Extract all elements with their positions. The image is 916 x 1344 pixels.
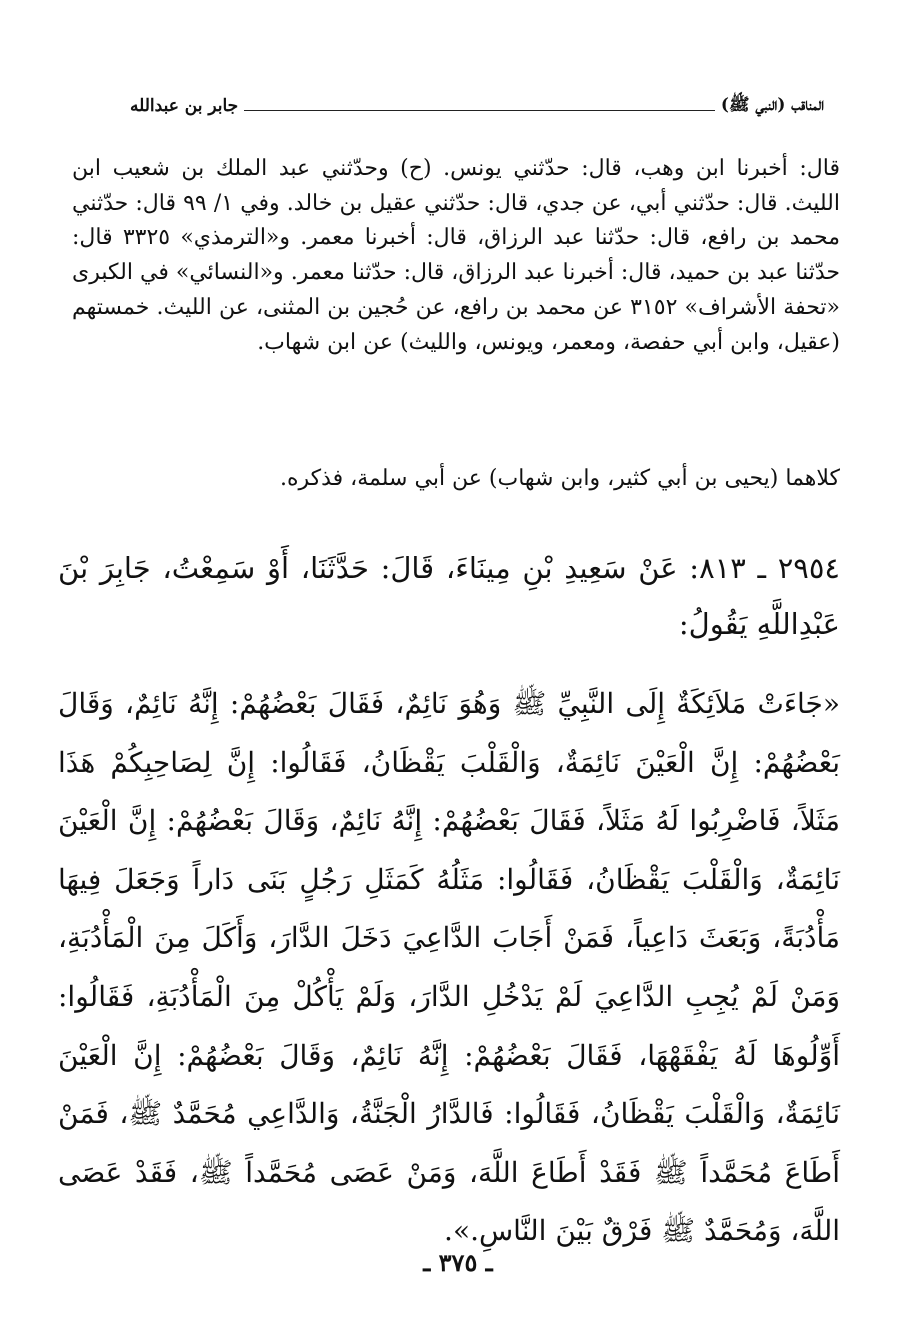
chapter-title: جابر بن عبدالله	[130, 96, 239, 116]
header-rule	[244, 110, 715, 111]
source-paragraph: قال: أخبرنا ابن وهب، قال: حدّثني يونس. (ح) وحدّثني عبد الملك بن شعيب ابن الليث. قال: حدّثني أبي، عن جدي، قال: حدّثني عقيل بن خالد. وفي ١/ ٩٩ قال: حدّثني محمد بن رافع، قال: حدّثنا عبد الرزاق، قال: أخبرنا معمر. و«الترمذي» ٣٣٢٥ قال: حدّثنا عبد بن حميد، قال: أخبرنا عبد الرزاق، قال: حدّثنا معمر. و«النسائي» في الكبرى «تحفة الأشراف» ٣١٥٢ عن محمد بن رافع، عن حُجين بن المثنى، عن الليث. خمستهم (عقيل، وابن أبي حفصة، ومعمر، ويونس، والليث) عن ابن شهاب.	[72, 156, 840, 355]
source-summary: كلاهما (يحيى بن أبي كثير، وابن شهاب) عن أبي سلمة، فذكره.	[279, 466, 840, 491]
hadith-text: «جَاءَتْ مَلاَئِكَةٌ إِلَى النَّبِيِّ ﷺ وَهُوَ نَائِمٌ، فَقَالَ بَعْضُهُمْ: إِنَّهُ نَائِمٌ، وَقَالَ بَعْضُهُمْ: إِنَّ الْعَيْنَ نَائِمَةٌ، وَالْقَلْبَ يَقْظَانُ، فَقَالُوا: إِنَّ لِصَاحِبِكُمْ هَذَا مَثَلاً، فَاضْرِبُوا لَهُ مَثَلاً، فَقَالَ بَعْضُهُمْ: إِنَّهُ نَائِمٌ، وَقَالَ بَعْضُهُمْ: إِنَّ الْعَيْنَ نَائِمَةٌ، وَالْقَلْبَ يَقْظَانُ، فَقَالُوا: مَثَلُهُ كَمَثَلِ رَجُلٍ بَنَى دَاراً وَجَعَلَ فِيهَا مَأْدُبَةً، وَبَعَثَ دَاعِياً، فَمَنْ أَجَابَ الدَّاعِيَ دَخَلَ الدَّارَ، وَأَكَلَ مِنَ الْمَأْدُبَةِ، وَمَنْ لَمْ يُجِبِ الدَّاعِيَ لَمْ يَدْخُلِ الدَّارَ، وَلَمْ يَأْكُلْ مِنَ الْمَأْدُبَةِ، فَقَالُوا: أَوِّلُوهَا لَهُ يَفْقَهْهَا، فَقَالَ بَعْضُهُمْ: إِنَّهُ نَائِمٌ، وَقَالَ بَعْضُهُمْ: إِنَّ الْعَيْنَ نَائِمَةٌ، وَالْقَلْبَ يَقْظَانُ، فَقَالُوا: فَالدَّارُ الْجَنَّةُ، وَالدَّاعِي مُحَمَّدٌ ﷺ، فَمَنْ أَطَاعَ مُحَمَّداً ﷺ فَقَدْ أَطَاعَ اللَّهَ، وَمَنْ عَصَى مُحَمَّداً ﷺ، فَقَدْ عَصَى اللَّهَ، وَمُحَمَّدٌ ﷺ فَرْقٌ بَيْنَ النَّاسِ.».	[58, 687, 840, 1248]
page-number: ـ ٣٧٥ ـ	[423, 1248, 493, 1277]
hadith-heading: ٢٩٥٤ ـ ٨١٣: عَنْ سَعِيدِ بْنِ مِينَاءَ، قَالَ: حَدَّثَنَا، أَوْ سَمِعْتُ، جَابِرَ بْنَ عَبْدِاللَّهِ يَقُولُ:	[58, 551, 841, 641]
running-header	[130, 88, 824, 124]
section-title: المناقب (النبي ﷺ)	[720, 94, 824, 115]
